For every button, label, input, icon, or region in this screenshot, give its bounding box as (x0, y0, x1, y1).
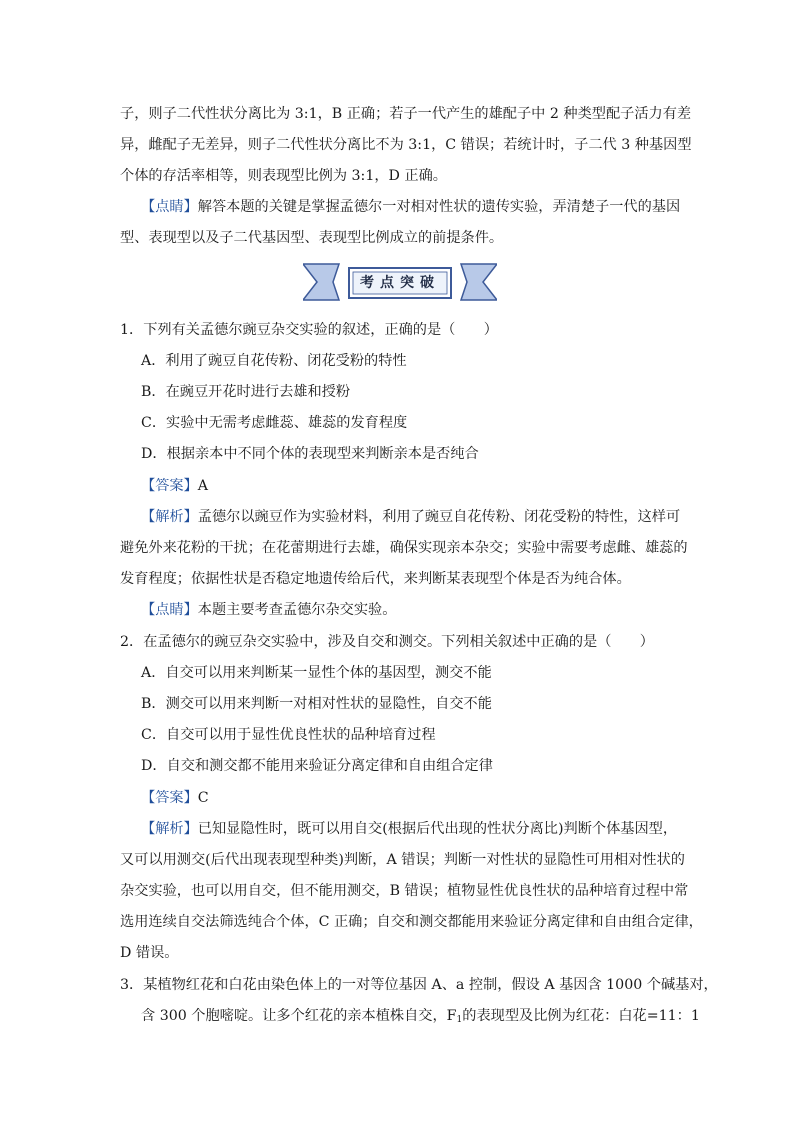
option-b: B．在豌豆开花时进行去雄和授粉 (141, 384, 351, 400)
paragraph-line: 子，则子二代性状分离比为 3:1，B 正确；若子一代产生的雄配子中 2 种类型配子活力有差 (120, 106, 692, 122)
analysis-text: 孟德尔以豌豆作为实验材料，利用了豌豆自花传粉、闭花受粉的特性，这样可 (197, 509, 681, 525)
answer-value: C (197, 790, 209, 806)
analysis-text: 已知显隐性时，既可以用自交(根据后代出现的性状分离比)判断个体基因型， (197, 821, 678, 837)
answer-tag: 【答案】 (141, 790, 198, 806)
banner-title: 考点突破 (360, 275, 440, 291)
analysis-line: 选用连续自交法筛选纯合个体，C 正确；自交和测交都能用来验证分离定律和自由组合定律， (120, 914, 703, 930)
banner-right-tail (461, 264, 497, 300)
paragraph-line: 异，雌配子无差异，则子二代性状分离比不为 3:1，C 错误；若统计时，子二代 3 种基因型 (120, 137, 692, 153)
point-line (141, 600, 396, 620)
option-a: A．自交可以用来判断某一显性个体的基因型，测交不能 (141, 665, 492, 681)
analysis-line: 避免外来花粉的干扰；在花蕾期进行去雄，确保实现亲本杂交；实验中需要考虑雌、雄蕊的 (120, 540, 688, 556)
point-tag: 【点睛】 (141, 199, 198, 215)
option-d: D．根据亲本中不同个体的表现型来判断亲本是否纯合 (141, 446, 479, 462)
analysis-tag: 【解析】 (141, 509, 198, 525)
point-text: 解答本题的关键是掌握孟德尔一对相对性状的遗传实验，弄清楚子一代的基因 (197, 199, 681, 215)
analysis-line: 发育程度；依据性状是否稳定地遗传给后代，来判断某表现型个体是否为纯合体。 (120, 571, 631, 587)
question-stem-continued (141, 1006, 700, 1030)
answer-line (141, 476, 208, 496)
analysis-line (141, 819, 677, 839)
answer-tag: 【答案】 (141, 478, 198, 494)
point-line: 型、表现型以及子二代基因型、表现型比例成立的前提条件。 (120, 230, 504, 246)
analysis-line: 又可以用测交(后代出现表现型种类)判断，A 错误；判断一对性状的显隐性可用相对性状的 (120, 852, 685, 868)
option-c: C．自交可以用于显性优良性状的品种培育过程 (141, 727, 436, 743)
paragraph-line: 个体的存活率相等，则表现型比例为 3:1，D 正确。 (120, 168, 447, 184)
option-c: C．实验中无需考虑雌蕊、雄蕊的发育程度 (141, 415, 408, 431)
answer-value: A (197, 478, 209, 494)
question-stem: 1．下列有关孟德尔豌豆杂交实验的叙述，正确的是（ ） (120, 322, 498, 338)
analysis-tag: 【解析】 (141, 821, 198, 837)
banner-left-tail (303, 264, 339, 300)
stem-part: 含 300 个胞嘧啶。让多个红花的亲本植株自交，F (141, 1008, 457, 1024)
question-stem: 2．在孟德尔的豌豆杂交实验中，涉及自交和测交。下列相关叙述中正确的是（ ） (120, 634, 654, 650)
option-d: D．自交和测交都不能用来验证分离定律和自由组合定律 (141, 758, 493, 774)
subscript: 1 (456, 1015, 463, 1025)
point-text: 本题主要考查孟德尔杂交实验。 (197, 602, 397, 618)
answer-line (141, 788, 209, 808)
point-tag: 【点睛】 (141, 602, 198, 618)
analysis-line: 杂交实验，也可以用自交，但不能用测交，B 错误；植物显性优良性状的品种培育过程中常 (120, 883, 689, 899)
point-line (141, 197, 680, 217)
option-a: A．利用了豌豆自花传粉、闭花受粉的特性 (141, 353, 407, 369)
analysis-line (141, 507, 681, 527)
question-stem: 3．某植物红花和白花由染色体上的一对等位基因 A、a 控制，假设 A 基因含 1000 个碱基对， (120, 977, 718, 993)
stem-part: 的表现型及比例为红花：白花=11：1 (462, 1008, 700, 1024)
option-b: B．测交可以用来判断一对相对性状的显隐性，自交不能 (141, 696, 492, 712)
analysis-line: D 错误。 (120, 945, 179, 961)
